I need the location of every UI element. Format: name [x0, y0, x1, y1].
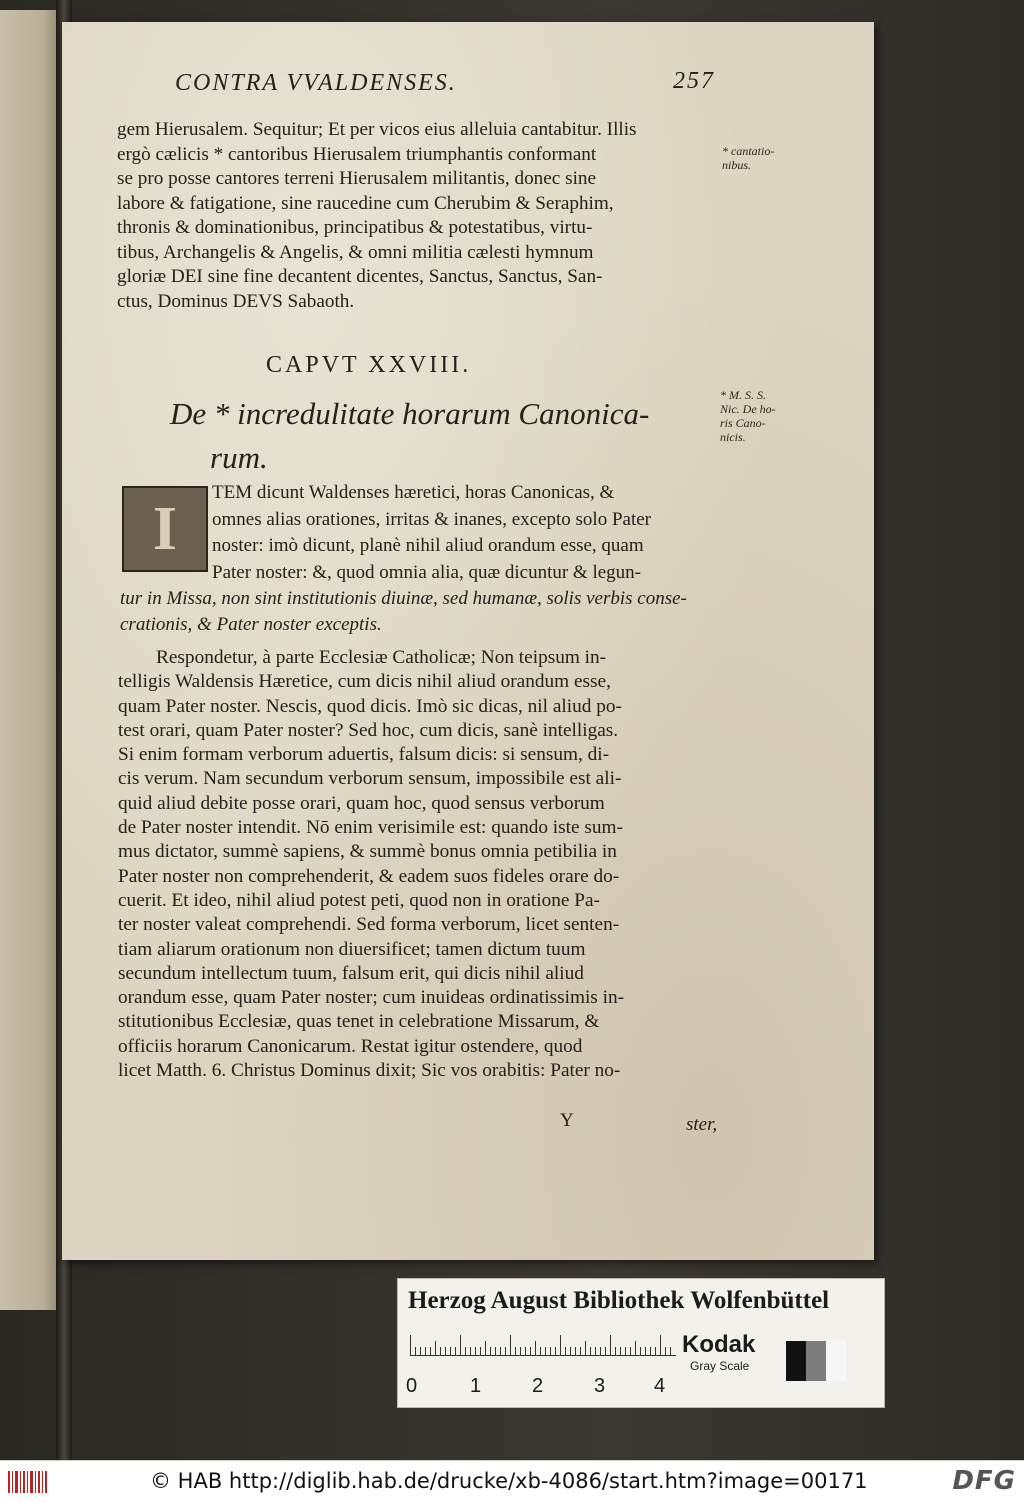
scale-label — [397, 1278, 885, 1408]
ruler-tick — [525, 1347, 526, 1355]
chapter-heading: CAPVT XXVIII. — [266, 352, 472, 378]
ruler-tick — [430, 1347, 431, 1355]
chapter-title-line: rum. — [210, 440, 268, 475]
ruler-tick — [540, 1347, 541, 1355]
gray-scale-label: Gray Scale — [690, 1359, 750, 1373]
swatch-black — [786, 1341, 806, 1381]
text-line: ctus, Dominus DEVS Sabaoth. — [117, 290, 355, 312]
top-text-block — [117, 118, 722, 314]
text-line: noster: imò dicunt, planè nihil aliud orandum esse, quam — [212, 535, 644, 556]
text-line: licet Matth. 6. Christus Dominus dixit; Sic vos orabitis: Pater no- — [118, 1060, 621, 1082]
text-line: tiam aliarum orationum non diuersificet; tamen dictum tuum — [118, 938, 586, 960]
text-line: quid aliud debite posse orari, quam hoc, quod sensus verborum — [118, 792, 605, 814]
text-line: Respondetur, à parte Ecclesiæ Catholicæ; Non teipsum in- — [156, 647, 607, 668]
ruler-tick — [655, 1347, 656, 1355]
text-line: cuerit. Et ideo, nihil aliud potest peti, quod non in oratione Pa- — [118, 889, 600, 911]
ruler-tick — [505, 1347, 506, 1355]
ruler-tick — [425, 1347, 426, 1355]
running-head-title: CONTRA VVALDENSES. — [175, 70, 457, 96]
text-line: Pater noster: &, quod omnia alia, quæ dicuntur & legun- — [212, 561, 642, 583]
ruler-tick — [510, 1335, 511, 1355]
viewer-footer — [0, 1460, 1024, 1502]
margin-note-manuscript: * M. S. S. Nic. De ho- ris Cano- nicis. — [720, 388, 776, 444]
text-line: Si enim formam verborum aduertis, falsum dicis: si sensum, di- — [118, 744, 610, 766]
text-line: gloriæ DEI sine fine decantent dicentes, Sanctus, Sanctus, San- — [117, 266, 603, 287]
ruler-tick — [575, 1347, 576, 1355]
chapter-title-line: De * incredulitate horarum Canonica- — [170, 396, 650, 431]
text-line: officiis horarum Canonicarum. Restat igitur ostendere, quod — [118, 1035, 583, 1057]
ruler-tick — [460, 1335, 461, 1355]
ruler-tick — [665, 1347, 666, 1355]
ruler-tick — [615, 1347, 616, 1355]
ruler-tick — [420, 1347, 421, 1355]
ruler-tick — [570, 1347, 571, 1355]
ruler-number: 3 — [594, 1375, 606, 1397]
ruler-tick — [410, 1335, 411, 1355]
ruler-tick — [490, 1347, 491, 1355]
text-line: se pro posse cantores terreni Hierusalem militantis, donec sine — [117, 168, 597, 189]
ruler-tick — [630, 1347, 631, 1355]
text-line: ergò cælicis * cantoribus Hierusalem triumphantis conformant — [117, 143, 597, 165]
ruler-tick — [435, 1341, 436, 1355]
text-line: Pater noster non comprehenderit, & eadem suos fideles orare do- — [118, 865, 620, 887]
ruler-tick — [455, 1347, 456, 1355]
ruler-tick — [645, 1347, 646, 1355]
running-head — [175, 62, 715, 102]
first-paragraph — [212, 480, 722, 586]
ruler-tick — [520, 1347, 521, 1355]
ruler-tick — [555, 1347, 556, 1355]
decorated-initial — [122, 486, 208, 572]
swatch-white — [826, 1341, 846, 1381]
text-line: quam Pater noster. Nescis, quod dicis. Imò sic dicas, nil aliud po- — [118, 695, 622, 717]
ruler-tick — [480, 1347, 481, 1355]
chapter-title — [170, 392, 710, 480]
hab-barcode-icon — [6, 1467, 50, 1497]
ruler-tick — [465, 1347, 466, 1355]
text-line: ter noster valeat comprehendi. Sed forma verborum, licet senten- — [118, 914, 620, 936]
ruler-tick — [580, 1347, 581, 1355]
gray-swatches — [786, 1341, 846, 1381]
ruler-tick — [470, 1347, 471, 1355]
text-line: crationis, & Pater noster exceptis. — [120, 613, 382, 635]
text-line: secundum intellectum tuum, falsum erit, qui dicis nihil aliud — [118, 962, 584, 984]
text-line: tibus, Archangelis & Angelis, & omni militia cælesti hymnum — [117, 241, 594, 263]
ruler-tick — [535, 1341, 536, 1355]
ruler-tick — [560, 1335, 561, 1355]
ruler-tick — [635, 1341, 636, 1355]
ruler — [410, 1333, 676, 1356]
signature-mark: Y — [560, 1110, 574, 1131]
ruler-number: 1 — [470, 1375, 482, 1397]
ruler-tick — [440, 1347, 441, 1355]
ruler-tick — [610, 1335, 611, 1355]
ruler-tick — [500, 1347, 501, 1355]
ruler-tick — [625, 1347, 626, 1355]
ruler-number: 0 — [406, 1375, 418, 1397]
ruler-tick — [670, 1347, 671, 1355]
text-line: test orari, quam Pater noster? Sed hoc, cum dicis, sanè intelligas. — [118, 719, 619, 741]
text-line: gem Hierusalem. Sequitur; Et per vicos eius alleluia cantabitur. Illis — [117, 119, 637, 140]
swatch-gray — [806, 1341, 826, 1381]
ruler-tick — [530, 1347, 531, 1355]
ruler-tick — [620, 1347, 621, 1355]
margin-note-cantationibus: * cantatio- nibus. — [722, 144, 775, 172]
text-line: de Pater noster intendit. Nō enim verisimile est: quando iste sum- — [118, 817, 623, 839]
text-line: stitutionibus Ecclesiæ, quas tenet in celebratione Missarum, & — [118, 1011, 600, 1033]
ruler-tick — [450, 1347, 451, 1355]
first-paragraph-continued — [120, 586, 722, 637]
ruler-tick — [650, 1347, 651, 1355]
ruler-tick — [660, 1335, 661, 1355]
page-number: 257 — [673, 68, 715, 94]
response-paragraph — [118, 646, 722, 1083]
text-line: telligis Waldensis Hæretice, cum dicis nihil aliud orandum esse, — [118, 671, 611, 693]
library-name: Herzog August Bibliothek Wolfenbüttel — [408, 1287, 830, 1314]
catchword: ster, — [686, 1114, 718, 1135]
ruler-tick — [605, 1347, 606, 1355]
text-line: thronis & dominationibus, principatibus & potestatibus, virtu- — [117, 217, 593, 238]
text-line: mus dictator, summè sapiens, & summè bonus omnia petibilia in — [118, 841, 617, 863]
ruler-tick — [475, 1347, 476, 1355]
ruler-tick — [445, 1347, 446, 1355]
source-url[interactable]: © HAB http://diglib.hab.de/drucke/xb-4086/start.htm?image=00171 — [150, 1469, 868, 1493]
ruler-tick — [415, 1347, 416, 1355]
ruler-tick — [485, 1341, 486, 1355]
ruler-tick — [600, 1347, 601, 1355]
ruler-number: 4 — [654, 1375, 666, 1397]
ruler-tick — [565, 1347, 566, 1355]
ruler-tick — [495, 1347, 496, 1355]
previous-page-edge — [0, 10, 62, 1310]
ruler-tick — [545, 1347, 546, 1355]
text-line: tur in Missa, non sint institutionis diuinæ, sed humanæ, solis verbis conse- — [120, 588, 687, 609]
ruler-tick — [550, 1347, 551, 1355]
text-line: cis verum. Nam secundum verborum sensum, impossibile est ali- — [118, 768, 622, 790]
ruler-tick — [640, 1347, 641, 1355]
ruler-tick — [590, 1347, 591, 1355]
text-line: orandum esse, quam Pater noster; cum inuideas ordinatissimis in- — [118, 987, 625, 1009]
text-line: TEM dicunt Waldenses hæretici, horas Canonicas, & — [212, 482, 615, 503]
dfg-logo: DFG — [952, 1466, 1016, 1496]
ruler-number: 2 — [532, 1375, 544, 1397]
ruler-tick — [515, 1347, 516, 1355]
text-line: omnes alias orationes, irritas & inanes, excepto solo Pater — [212, 508, 651, 530]
ruler-tick — [595, 1347, 596, 1355]
initial-letter: I — [152, 494, 178, 563]
ruler-tick — [585, 1341, 586, 1355]
kodak-brand: Kodak — [682, 1331, 756, 1358]
text-line: labore & fatigatione, sine raucedine cum Cherubim & Seraphim, — [117, 192, 614, 214]
